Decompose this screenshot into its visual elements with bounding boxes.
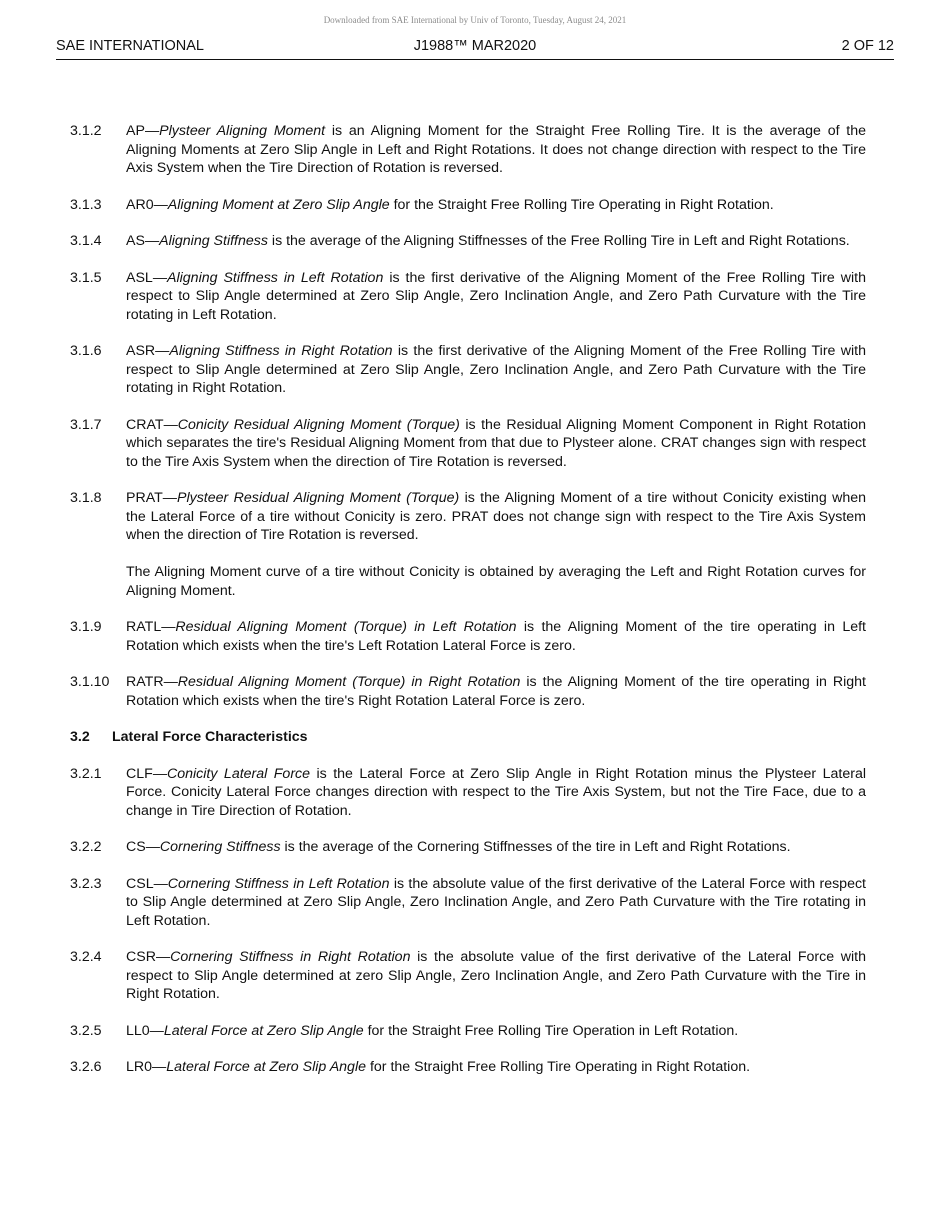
definition-term: Aligning Stiffness <box>159 233 268 249</box>
definition-text <box>126 342 866 398</box>
definition-term: Lateral Force at Zero Slip Angle <box>163 1022 364 1039</box>
definition-body <box>126 489 866 600</box>
lateral-force-definitions <box>70 765 866 1077</box>
definition-abbreviation: CRAT <box>126 416 164 433</box>
definition-description: is the Lateral Force at Zero Slip Angle in Right Rotation minus the Plysteer Lateral Force. Conicity Lateral Force changes direction with respect to the Tire Axis System, but not the Tire Face, due to a change in Tire Direction of Rotation. <box>126 765 866 819</box>
definition-item <box>70 196 866 215</box>
definition-note: The Aligning Moment curve of a tire without Conicity is obtained by averaging the Left and Right Rotation curves for Aligning Moment. <box>126 564 866 599</box>
download-watermark: Downloaded from SAE International by Univ of Toronto, Tuesday, August 24, 2021 <box>323 15 627 25</box>
definition-number: 3.1.10 <box>70 674 110 690</box>
definition-item <box>70 765 866 821</box>
em-dash: — <box>149 1022 164 1039</box>
definition-body <box>126 673 866 710</box>
definition-item <box>70 416 866 472</box>
definition-body <box>126 765 866 821</box>
document-body <box>70 122 866 1095</box>
definition-text <box>126 269 866 325</box>
definition-abbreviation: RATL <box>126 619 162 635</box>
definition-number: 3.2.4 <box>70 949 102 965</box>
definition-text <box>126 489 866 545</box>
definition-term: Aligning Moment at Zero Slip Angle <box>167 196 390 213</box>
definition-text <box>126 765 866 821</box>
definition-text <box>126 838 866 857</box>
definition-body <box>126 1022 866 1041</box>
definition-number: 3.1.4 <box>70 233 102 249</box>
definition-abbreviation: LR0 <box>126 1059 153 1075</box>
definition-number: 3.1.7 <box>70 416 102 433</box>
definition-abbreviation: CS <box>126 839 146 855</box>
definition-description: is the first derivative of the Aligning Moment of the Free Rolling Tire with respect to Slip Angle determined at Zero Slip Angle, Zero Inclination Angle, and Zero Path Curvature with the Tire rotating in Left Rotation. <box>126 269 866 323</box>
em-dash: — <box>145 839 160 855</box>
definition-description: is the average of the Cornering Stiffnesses of the tire in Left and Right Rotations. <box>280 839 791 855</box>
definition-text <box>126 416 866 472</box>
definition-item <box>70 489 866 600</box>
definition-number: 3.2.3 <box>70 875 102 892</box>
em-dash: — <box>153 196 168 213</box>
definition-text <box>126 122 866 178</box>
definition-number: 3.1.8 <box>70 490 102 506</box>
em-dash: — <box>162 490 177 506</box>
definition-item <box>70 875 866 931</box>
aligning-moment-definitions <box>70 122 866 710</box>
section-number: 3.2 <box>70 729 90 745</box>
definition-abbreviation: CSR <box>126 949 156 965</box>
definition-description: is the average of the Aligning Stiffnesses of the Free Rolling Tire in Left and Right Rotations. <box>267 233 850 249</box>
definition-item <box>70 838 866 857</box>
definition-term: Aligning Stiffness in Left Rotation <box>167 269 384 286</box>
definition-number: 3.2.6 <box>70 1059 102 1075</box>
definition-description: is the Residual Aligning Moment Component in Right Rotation which separates the tire's Residual Aligning Moment from that due to Plysteer alone. CRAT changes sign with respect to the Tire Axis System when the direction of Tire Rotation is reversed. <box>126 416 867 470</box>
definition-item <box>70 1022 866 1041</box>
page-header <box>56 38 894 60</box>
em-dash: — <box>144 233 160 249</box>
definition-item <box>70 618 866 655</box>
em-dash: — <box>155 343 170 359</box>
definition-body <box>126 838 866 857</box>
em-dash: — <box>152 765 167 782</box>
definition-body <box>126 196 866 215</box>
definition-term: Conicity Lateral Force <box>167 765 311 782</box>
definition-term: Cornering Stiffness <box>159 839 281 855</box>
definition-term: Conicity Residual Aligning Moment (Torque) <box>177 416 460 433</box>
definition-abbreviation: PRAT <box>126 490 163 506</box>
em-dash: — <box>152 1059 167 1075</box>
definition-abbreviation: AS <box>126 233 145 249</box>
definition-abbreviation: LL0 <box>126 1022 150 1039</box>
definition-description: is the absolute value of the first derivative of the Lateral Force with respect to Slip Angle determined at zero Slip Angle, Zero Inclination Angle, and Zero Path Curvature with the Tire in Right Rotation. <box>126 949 866 1002</box>
definition-description: is the first derivative of the Aligning Moment of the Free Rolling Tire with respect to Slip Angle determined at Zero Slip Angle, Zero Inclination Angle, and Zero Path Curvature with the Tire rotating in Right Rotation. <box>126 343 866 396</box>
definition-item <box>70 342 866 398</box>
definition-description: is the Aligning Moment of the tire operating in Right Rotation which exists when the tire's Right Rotation Lateral Force is zero. <box>126 674 866 709</box>
definition-text <box>126 232 866 251</box>
definition-term: Residual Aligning Moment (Torque) in Left Rotation <box>175 619 517 635</box>
definition-description: for the Straight Free Rolling Tire Operating in Right Rotation. <box>366 1059 751 1075</box>
definition-abbreviation: AR0 <box>126 196 154 213</box>
em-dash: — <box>153 875 168 892</box>
definition-term: Lateral Force at Zero Slip Angle <box>166 1059 366 1075</box>
definition-text <box>126 618 866 655</box>
definition-item <box>70 673 866 710</box>
definition-item <box>70 269 866 325</box>
definition-number: 3.1.2 <box>70 123 102 139</box>
definition-number: 3.1.6 <box>70 343 102 359</box>
definition-text <box>126 1022 866 1041</box>
header-doc-id: J1988™ MAR2020 <box>413 38 537 54</box>
definition-body <box>126 1058 866 1077</box>
definition-text <box>126 875 866 931</box>
definition-description: for the Straight Free Rolling Tire Operating in Right Rotation. <box>389 196 774 213</box>
em-dash: — <box>163 416 178 433</box>
definition-number: 3.1.9 <box>70 619 102 635</box>
definition-body <box>126 618 866 655</box>
definition-body <box>126 342 866 398</box>
definition-description: for the Straight Free Rolling Tire Operation in Left Rotation. <box>363 1022 739 1039</box>
em-dash: — <box>152 269 168 286</box>
definition-term: Cornering Stiffness in Right Rotation <box>170 949 411 965</box>
definition-abbreviation: ASL <box>126 269 153 286</box>
header-org: SAE INTERNATIONAL <box>56 38 204 54</box>
definition-term: Cornering Stiffness in Left Rotation <box>167 875 390 892</box>
definition-text <box>126 196 866 215</box>
definition-abbreviation: CLF <box>126 765 153 782</box>
definition-body <box>126 232 866 251</box>
em-dash: — <box>144 123 160 139</box>
definition-term: Residual Aligning Moment (Torque) in Right Rotation <box>177 674 521 690</box>
definition-item <box>70 232 866 251</box>
definition-body <box>126 269 866 325</box>
definition-number: 3.2.1 <box>70 765 102 782</box>
em-dash: — <box>161 619 176 635</box>
em-dash: — <box>163 674 178 690</box>
section-heading <box>70 728 866 747</box>
definition-number: 3.1.3 <box>70 196 102 213</box>
definition-description: is the Aligning Moment of the tire operating in Left Rotation which exists when the tire's Left Rotation Lateral Force is zero. <box>126 619 866 654</box>
header-page-number: 2 OF 12 <box>841 38 894 54</box>
definition-item <box>70 1058 866 1077</box>
definition-text <box>126 1058 866 1077</box>
definition-abbreviation: CSL <box>126 875 154 892</box>
definition-description: is an Aligning Moment for the Straight Free Rolling Tire. It is the average of the Aligning Moments at Zero Slip Angle in Left and Right Rotations. It does not change direction with respect to the Tire Axis System when the Tire Direction of Rotation is reversed. <box>126 123 866 176</box>
definition-abbreviation: RATR <box>126 674 164 690</box>
definition-body <box>126 948 866 1004</box>
definition-term: Aligning Stiffness in Right Rotation <box>169 343 393 359</box>
em-dash: — <box>155 949 171 965</box>
definition-number: 3.2.5 <box>70 1022 102 1039</box>
definition-body <box>126 416 866 472</box>
definition-body <box>126 122 866 178</box>
definition-description: is the absolute value of the first derivative of the Lateral Force with respect to Slip Angle determined at Zero Slip Angle, Zero Inclination Angle, and Zero Path Curvature with the Tire rotating in Left Rotation. <box>126 875 866 929</box>
definition-text <box>126 673 866 710</box>
definition-body <box>126 875 866 931</box>
definition-number: 3.2.2 <box>70 839 102 855</box>
definition-item <box>70 948 866 1004</box>
definition-number: 3.1.5 <box>70 269 102 286</box>
definition-abbreviation: AP <box>126 123 145 139</box>
definition-term: Plysteer Aligning Moment <box>159 123 326 139</box>
section-title: Lateral Force Characteristics <box>112 729 308 745</box>
definition-term: Plysteer Residual Aligning Moment (Torque) <box>176 490 460 506</box>
definition-description: is the Aligning Moment of a tire without Conicity existing when the Lateral Force of a tire without Conicity is zero. PRAT does not change sign with respect to the Tire Axis System when the direction of Tire Rotation is reversed. <box>126 490 866 543</box>
definition-text <box>126 948 866 1004</box>
definition-item <box>70 122 866 178</box>
definition-abbreviation: ASR <box>126 343 156 359</box>
